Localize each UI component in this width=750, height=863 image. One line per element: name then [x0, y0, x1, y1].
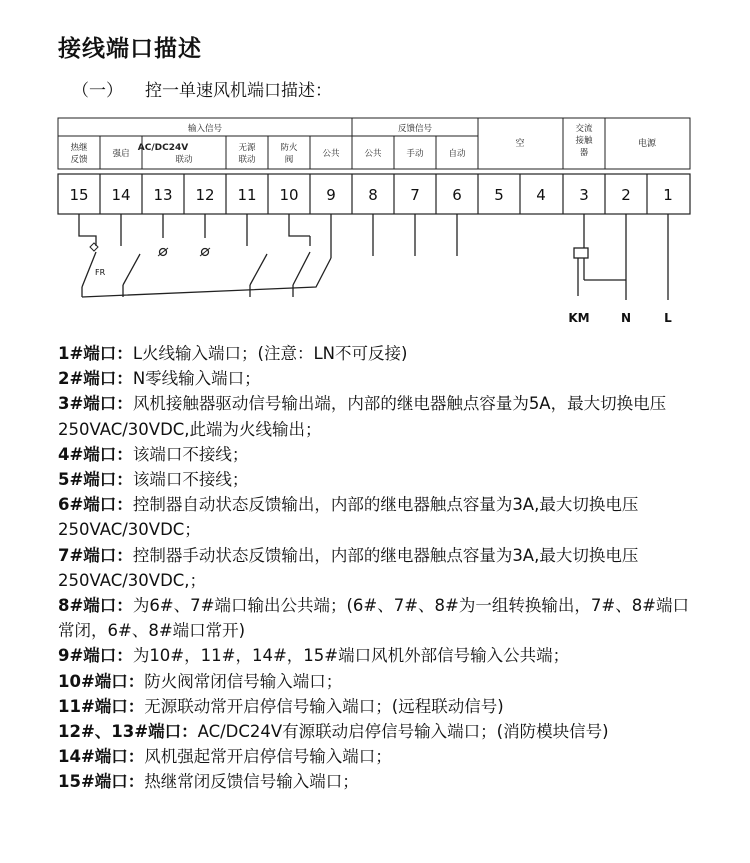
port-text: 为6#、7#端口输出公共端；(6#、7#、8#为一组转换输出，7#、8#端口常闭，6#、8#端口常开) — [58, 596, 690, 641]
group-header-contactor-2: 接触 — [575, 136, 593, 146]
terminal-4: 4 — [536, 186, 546, 204]
port-item — [58, 543, 698, 593]
group-header-power: 电源 — [637, 139, 657, 149]
port-item — [58, 341, 698, 366]
port-item — [58, 366, 698, 391]
port-item — [58, 643, 698, 668]
port-key: 5#端口： — [58, 470, 133, 490]
terminal-9: 9 — [326, 186, 336, 204]
sub-header-thermal-2: 反馈 — [70, 155, 88, 165]
port-text: N零线输入端口； — [132, 369, 261, 389]
sub-header-auto: 自动 — [448, 149, 466, 159]
port-key: 8#端口： — [58, 596, 133, 616]
terminal-15: 15 — [69, 186, 89, 204]
terminal-6: 6 — [452, 186, 462, 204]
section-index: （一） — [72, 81, 123, 101]
terminal-1: 1 — [663, 186, 673, 204]
port-item — [58, 769, 698, 794]
terminal-14: 14 — [111, 186, 131, 204]
port-text: 控制器自动状态反馈输出，内部的继电器触点容量为3A,最大切换电压250VAC/30VDC； — [58, 495, 639, 540]
port-item — [58, 593, 698, 643]
sub-header-passive-2: 联动 — [238, 155, 256, 165]
port-text: AC/DC24V有源联动启停信号输入端口；(消防模块信号) — [197, 722, 609, 742]
port-key: 1#端口： — [58, 344, 133, 363]
port-text: L火线输入端口；(注意：LN不可反接) — [132, 344, 408, 363]
sub-header-passive-1: 无源 — [238, 143, 256, 153]
port-item — [58, 492, 698, 542]
port-key: 15#端口： — [58, 772, 145, 792]
port-item — [58, 442, 698, 467]
port-description-list — [58, 341, 698, 795]
terminal-7: 7 — [410, 186, 420, 204]
port-text: 热继常闭反馈信号输入端口； — [144, 772, 359, 792]
port-key: 4#端口： — [58, 444, 133, 464]
group-header-empty: 空 — [515, 139, 525, 149]
port-text: 为10#，11#，14#，15#端口风机外部信号输入公共端； — [132, 646, 570, 666]
port-key: 2#端口： — [58, 369, 133, 389]
port-key: 7#端口： — [58, 545, 133, 565]
port-key: 10#端口： — [58, 671, 145, 691]
group-header-contactor-3: 器 — [579, 148, 589, 158]
km-label: KM — [568, 311, 590, 325]
terminal-5: 5 — [494, 186, 504, 204]
port-item — [58, 391, 698, 441]
port-key: 3#端口： — [58, 394, 133, 414]
port-text: 风机接触器驱动信号输出端，内部的继电器触点容量为5A，最大切换电压250VAC/30VDC,此端为火线输出； — [58, 394, 667, 439]
port-key: 6#端口： — [58, 495, 133, 515]
group-header-feedback: 反馈信号 — [397, 124, 433, 134]
port-text: 防火阀常闭信号输入端口； — [144, 671, 343, 691]
sub-header-firevalve-1: 防火 — [280, 143, 298, 153]
port-text: 风机强起常开启停信号输入端口； — [144, 747, 392, 767]
port-key: 11#端口： — [58, 696, 145, 716]
terminal-2: 2 — [621, 186, 631, 204]
port-item — [58, 467, 698, 492]
port-item — [58, 719, 698, 744]
port-key: 12#、13#端口： — [58, 722, 198, 742]
port-key: 14#端口： — [58, 747, 145, 767]
port-item — [58, 694, 698, 719]
terminal-13: 13 — [153, 186, 173, 204]
wiring-lines — [79, 214, 668, 300]
port-text: 控制器手动状态反馈输出，内部的继电器触点容量为3A,最大切换电压250VAC/30VDC,； — [58, 545, 639, 590]
sub-header-acdc-link: 联动 — [175, 155, 193, 165]
sub-header-common-feedback: 公共 — [364, 149, 382, 159]
sub-header-manual: 手动 — [406, 149, 424, 159]
sub-header-acdc: AC/DC24V — [137, 143, 189, 153]
l-label: L — [664, 311, 672, 325]
sub-header-common-input: 公共 — [322, 149, 340, 159]
page-title: 接线端口描述 — [58, 36, 202, 62]
port-key: 9#端口： — [58, 646, 133, 666]
fr-label: FR — [95, 268, 106, 277]
sub-header-thermal-1: 热继 — [70, 143, 88, 153]
port-text: 无源联动常开启停信号输入端口；(远程联动信号) — [144, 696, 504, 716]
n-label: N — [620, 311, 632, 325]
terminal-8: 8 — [368, 186, 378, 204]
sub-header-firevalve-2: 阀 — [284, 155, 294, 165]
terminal-10: 10 — [279, 186, 299, 204]
port-text: 该端口不接线； — [132, 444, 249, 464]
section-heading: 控一单速风机端口描述： — [145, 81, 332, 101]
sub-header-force-start: 强启 — [112, 149, 130, 159]
group-header-input: 输入信号 — [187, 124, 223, 134]
terminal-3: 3 — [579, 186, 589, 204]
terminal-12: 12 — [195, 186, 215, 204]
port-item — [58, 669, 698, 694]
terminal-11: 11 — [237, 186, 257, 204]
wiring-diagram — [0, 0, 750, 340]
port-item — [58, 744, 698, 769]
port-text: 该端口不接线； — [132, 470, 249, 490]
group-header-contactor-1: 交流 — [575, 124, 593, 134]
